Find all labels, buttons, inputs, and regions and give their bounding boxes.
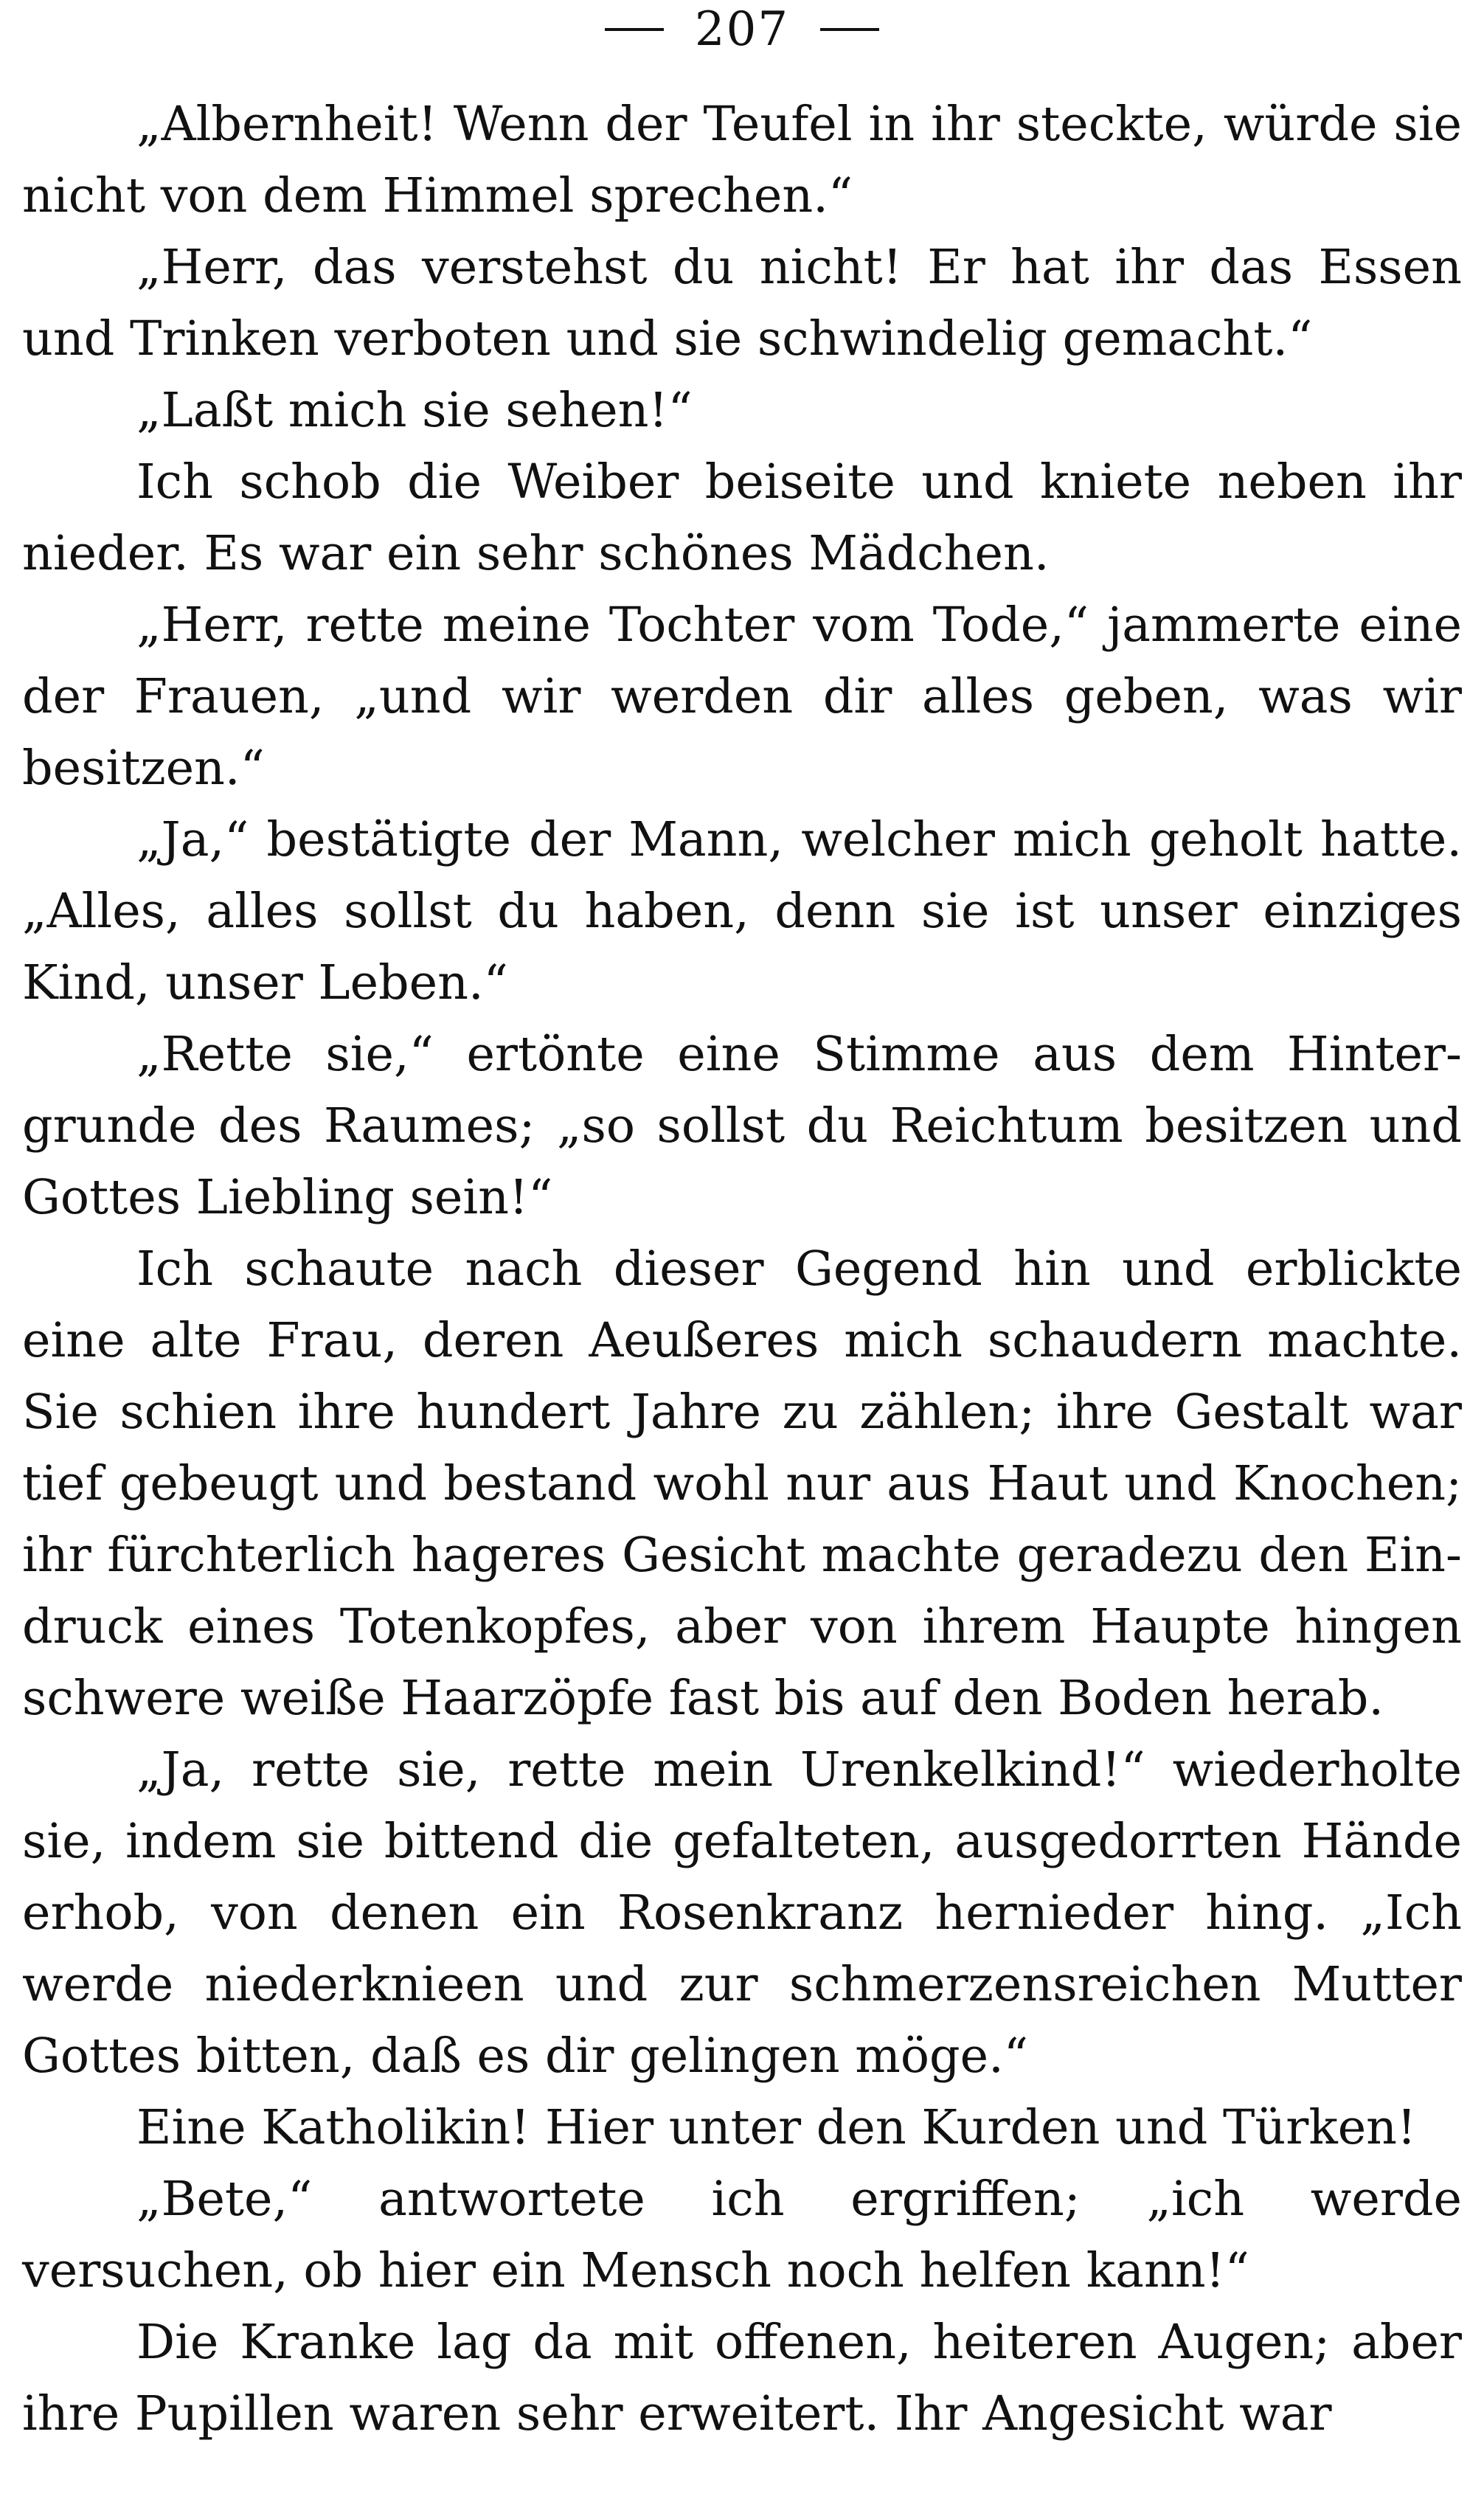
paragraph: „Herr, rette meine Tochter vom Tode,“ jammerte eine der Frauen, „und wir werden dir alles geben, was wir besitzen.“ xyxy=(22,597,1462,796)
header-dash-right xyxy=(820,28,879,31)
page-header xyxy=(22,0,1462,59)
paragraph: Eine Katholikin! Hier unter den Kurden und Türken! xyxy=(136,2100,1417,2155)
paragraph: „Bete,“ antwortete ich ergriffen; „ich werde versuchen, ob hier ein Mensch noch helfen kann!“ xyxy=(22,2172,1462,2298)
paragraph: „Herr, das verstehst du nicht! Er hat ihr das Essen und Trinken verboten und sie schwindelig gemacht.“ xyxy=(22,240,1462,367)
header-dash-left xyxy=(605,28,664,31)
paragraph: Die Kranke lag da mit offenen, heiteren Augen; aber ihre Pupillen waren sehr erweitert. Ihr Angesicht war xyxy=(22,2315,1462,2442)
paragraph: Ich schaute nach dieser Gegend hin und erblickte eine alte Frau, deren Aeußeres mich schaudern machte. Sie schien ihre hundert Jahre zu zählen; ihre Gestalt war tief gebeugt und bestand wohl nur aus Haut und Knochen; ihr fürchterlich hageres Gesicht machte geradezu den Ein-druck eines Totenkopfes, aber von ihrem Haupte hingen schwere weiße Haarzöpfe fast bis auf den Boden herab. xyxy=(22,1241,1462,1726)
paragraph: „Albernheit! Wenn der Teufel in ihr steckte, würde sie nicht von dem Himmel sprechen.“ xyxy=(22,97,1462,223)
paragraph: „Ja,“ bestätigte der Mann, welcher mich geholt hatte. „Alles, alles sollst du haben, denn sie ist unser einziges Kind, unser Leben.“ xyxy=(22,812,1462,1011)
paragraph: „Ja, rette sie, rette mein Urenkelkind!“ wiederholte sie, indem sie bittend die gefalteten, ausgedorrten Hände erhob, von denen ein Rosenkranz hernieder hing. „Ich werde niederknieen und zur schmerzensreichen Mutter Gottes bitten, daß es dir gelingen möge.“ xyxy=(22,1742,1462,2084)
paragraph: „Laßt mich sie sehen!“ xyxy=(136,383,693,438)
book-page xyxy=(22,0,1462,2502)
text-body xyxy=(22,89,1462,2502)
paragraph: „Rette sie,“ ertönte eine Stimme aus dem Hinter-grunde des Raumes; „so sollst du Reichtum besitzen und Gottes Liebling sein!“ xyxy=(22,1027,1462,1225)
paragraph: Ich schob die Weiber beiseite und kniete neben ihr nieder. Es war ein sehr schönes Mädchen. xyxy=(22,454,1462,581)
page-number: 207 xyxy=(694,2,790,57)
